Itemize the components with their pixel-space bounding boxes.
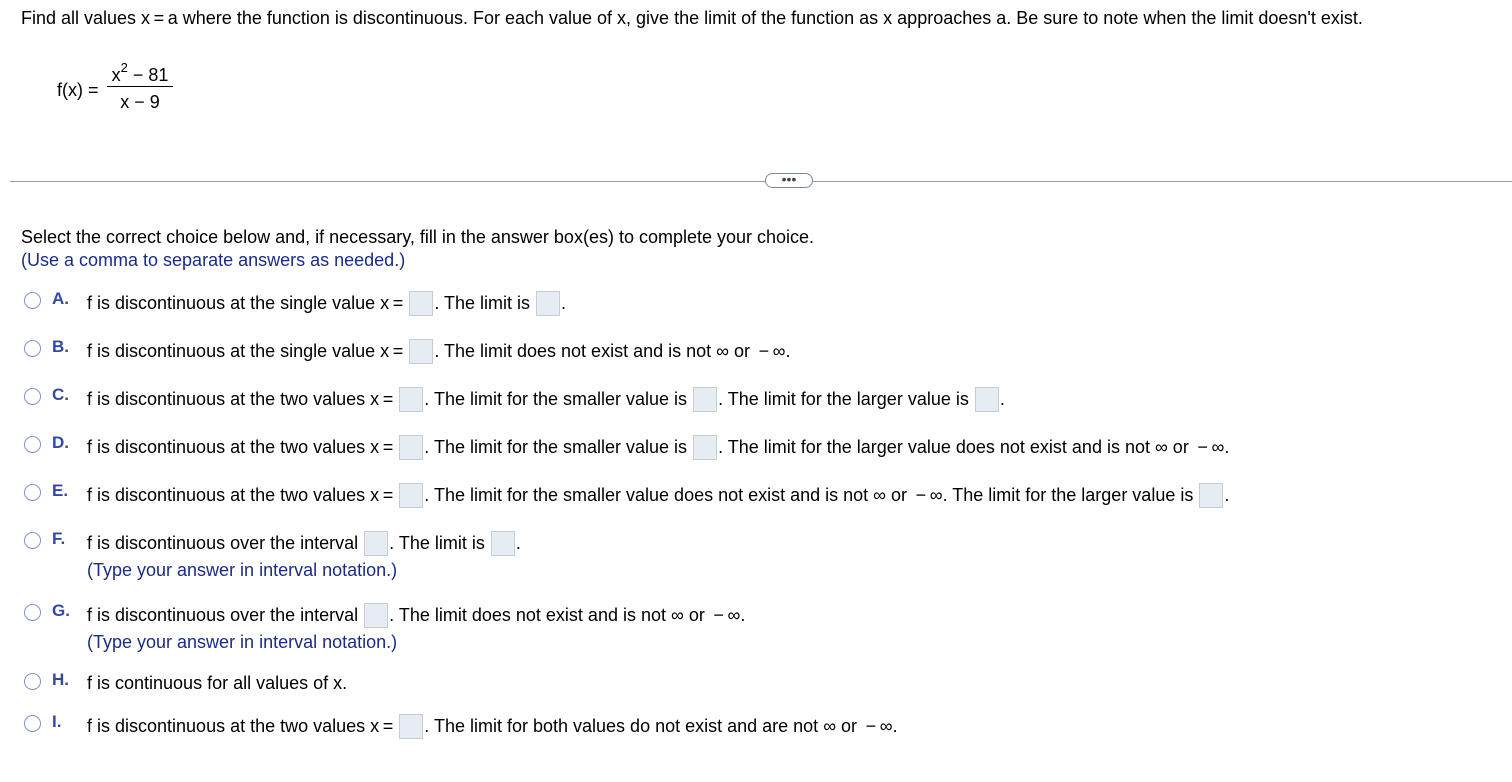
- choice-text: . The limit is: [434, 293, 530, 313]
- choice-text: . The limit for the larger value is: [718, 389, 969, 409]
- choice-letter: G.: [52, 601, 70, 620]
- fraction-bar: [107, 86, 173, 87]
- choice-letter: H.: [52, 670, 69, 689]
- choice-text: .: [1224, 485, 1230, 505]
- choice-letter: E.: [52, 481, 69, 500]
- answer-box[interactable]: [399, 714, 423, 739]
- answer-box[interactable]: [364, 531, 388, 556]
- choice-subhint: (Type your answer in interval notation.): [87, 632, 398, 652]
- choice-text: .: [561, 293, 567, 313]
- radio-g[interactable]: [24, 604, 41, 621]
- choice-text: . The limit for the smaller value is: [424, 389, 688, 409]
- answer-box[interactable]: [1199, 483, 1223, 508]
- choice-letter: I.: [52, 712, 62, 731]
- choice-letter: B.: [52, 337, 69, 356]
- answer-box[interactable]: [693, 387, 717, 412]
- instruction-text: Select the correct choice below and, if necessary, fill in the answer box(es) to complete your choice.: [21, 227, 815, 247]
- answer-box[interactable]: [409, 339, 433, 364]
- answer-box[interactable]: [399, 435, 423, 460]
- radio-i[interactable]: [24, 715, 41, 732]
- choice-letter: F.: [52, 529, 66, 548]
- denominator: x − 9: [120, 92, 160, 112]
- radio-b[interactable]: [24, 340, 41, 357]
- choice-subhint: (Type your answer in interval notation.): [87, 560, 398, 580]
- choice-text: . The limit for the larger value does not exist and is not ∞ or − ∞.: [718, 437, 1230, 457]
- choice-text: . The limit for both values do not exist and are not ∞ or − ∞.: [424, 716, 898, 736]
- choice-text: . The limit does not exist and is not ∞ or − ∞.: [389, 605, 746, 625]
- choice-text: f is discontinuous at the single value x =: [87, 341, 404, 361]
- answer-box[interactable]: [536, 291, 560, 316]
- choice-text: f is discontinuous at the two values x =: [87, 716, 394, 736]
- radio-d[interactable]: [24, 436, 41, 453]
- choice-text: . The limit for the smaller value is: [424, 437, 688, 457]
- choice-text: . The limit does not exist and is not ∞ or − ∞.: [434, 341, 791, 361]
- choice-text: f is discontinuous at the two values x =: [87, 437, 394, 457]
- choice-text: f is continuous for all values of x.: [87, 672, 348, 693]
- choice-text: . The limit for the smaller value does not exist and is not ∞ or − ∞. The limit for the larger value is: [424, 485, 1194, 505]
- function-expression: [57, 56, 197, 120]
- choice-letter: A.: [52, 289, 69, 308]
- numerator-exponent: 2: [120, 60, 128, 75]
- numerator-base: x: [111, 65, 121, 85]
- answer-box[interactable]: [399, 483, 423, 508]
- choice-text: .: [515, 533, 521, 553]
- section-divider: [10, 181, 1512, 182]
- numerator: [107, 56, 173, 84]
- choice-text: . The limit is: [389, 533, 485, 553]
- function-lhs: f(x) =: [57, 80, 99, 100]
- answer-box[interactable]: [693, 435, 717, 460]
- choice-text: f is discontinuous at the single value x =: [87, 293, 404, 313]
- radio-h[interactable]: [24, 673, 41, 690]
- choice-text: .: [999, 389, 1005, 409]
- more-options-button[interactable]: •••: [765, 173, 813, 188]
- radio-e[interactable]: [24, 484, 41, 501]
- numerator-rest: − 81: [127, 65, 169, 85]
- radio-a[interactable]: [24, 292, 41, 309]
- answer-box[interactable]: [491, 531, 515, 556]
- choice-text: f is discontinuous over the interval: [87, 605, 359, 625]
- choice-text: f is discontinuous at the two values x =: [87, 485, 394, 505]
- choice-letter: C.: [52, 385, 69, 404]
- answer-box[interactable]: [975, 387, 999, 412]
- answer-box[interactable]: [409, 291, 433, 316]
- question-text: Find all values x = a where the function is discontinuous. For each value of x, give the limit of the function as x approaches a. Be sure to note when the limit doesn't exist.: [21, 8, 1363, 28]
- choice-text: f is discontinuous at the two values x =: [87, 389, 394, 409]
- choice-letter: D.: [52, 433, 69, 452]
- hint-text: (Use a comma to separate answers as needed.): [21, 250, 406, 270]
- choice-text: f is discontinuous over the interval: [87, 533, 359, 553]
- answer-box[interactable]: [364, 603, 388, 628]
- radio-c[interactable]: [24, 388, 41, 405]
- answer-box[interactable]: [399, 387, 423, 412]
- fraction: [107, 56, 173, 115]
- radio-f[interactable]: [24, 532, 41, 549]
